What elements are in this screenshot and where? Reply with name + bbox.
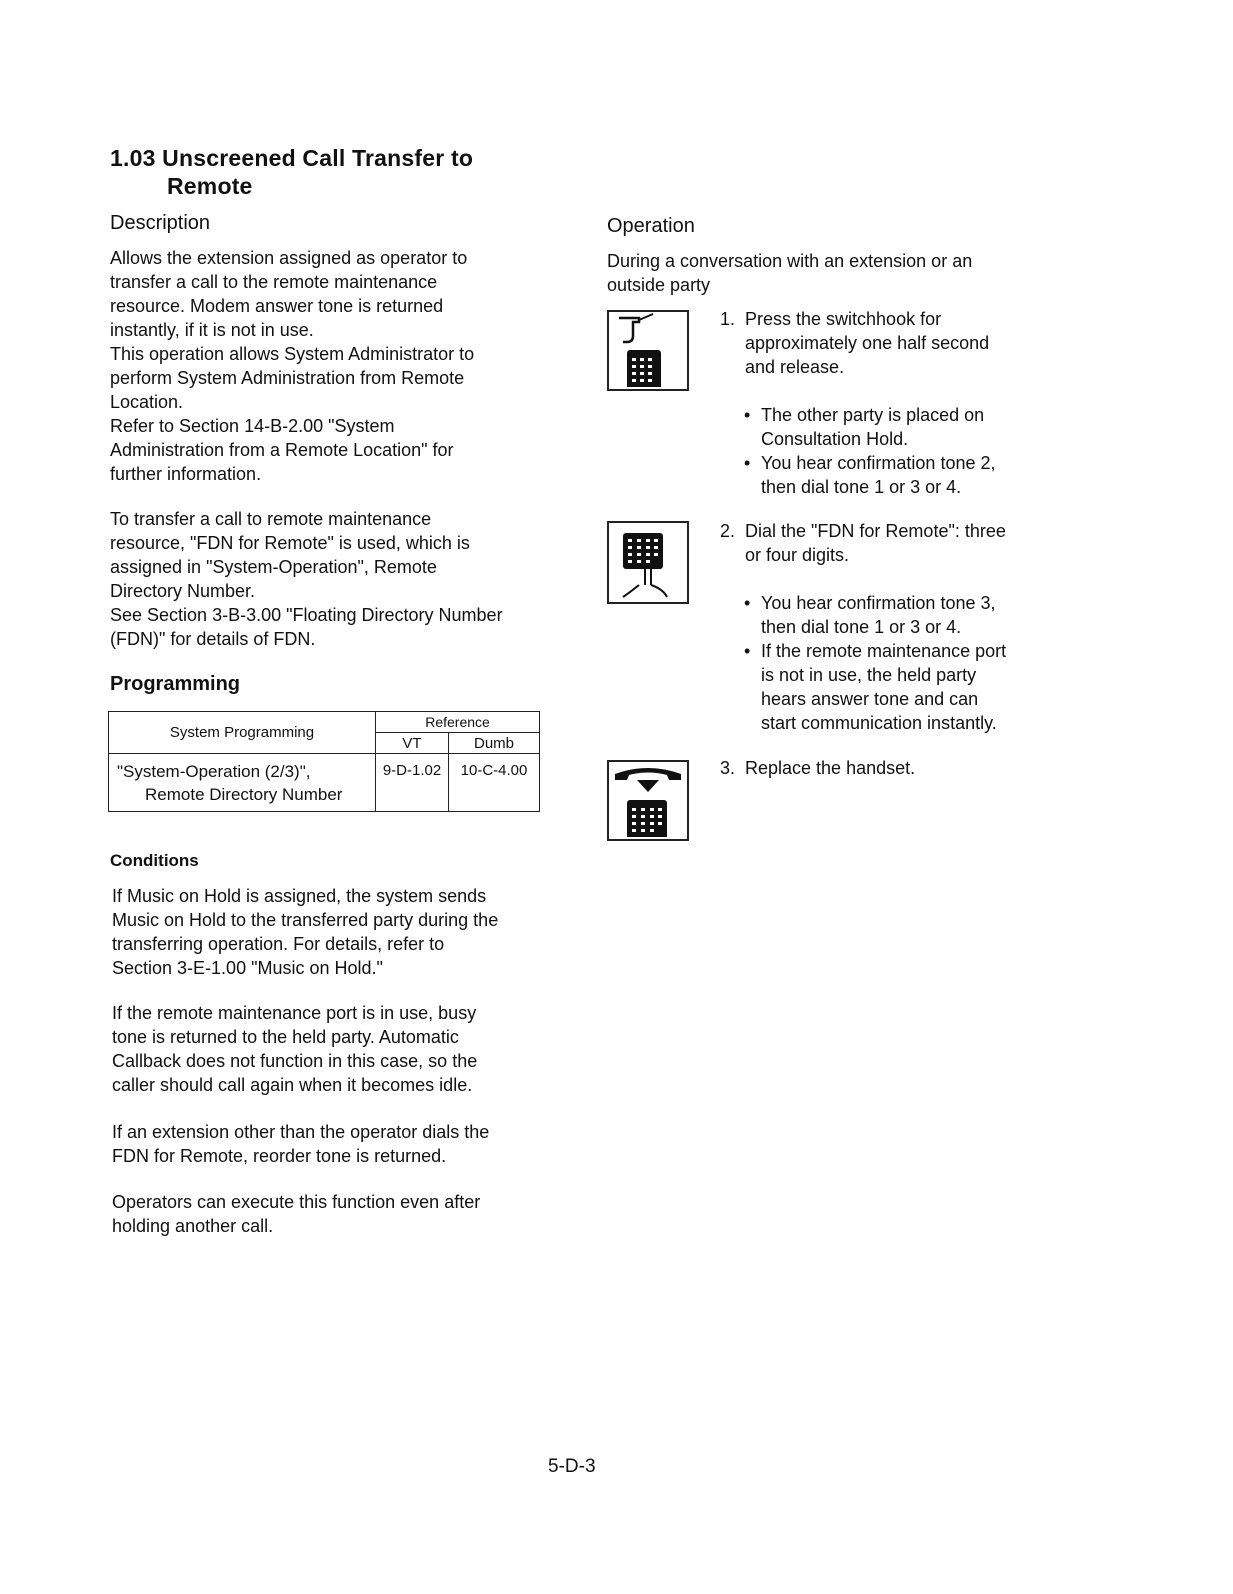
text-line: FDN for Remote, reorder tone is returned. [112,1146,447,1166]
bullet-dot: • [744,453,751,473]
bullet-item [744,591,1006,639]
step-3 [720,756,915,780]
col-system-programming: System Programming [109,712,376,754]
text-line: Consultation Hold. [761,429,909,449]
col-vt: VT [376,733,449,754]
text-line: Location. [110,392,184,412]
section-number: 1.03 [110,145,156,171]
page-number: 5-D-3 [548,1456,596,1477]
dial-keypad-icon [607,521,689,604]
step-1-number: 1. [720,309,736,329]
text-line: Replace the handset. [745,758,916,778]
text-line: To transfer a call to remote maintenance [110,509,432,529]
text-line: caller should call again when it becomes idle. [112,1075,473,1095]
text-line: If an extension other than the operator dials the [112,1122,490,1142]
text-line: Directory Number. [110,581,256,601]
text-line: and release. [745,357,845,377]
step-1-text [745,307,989,379]
row-dumb: 10-C-4.00 [449,754,540,812]
text-line: If the remote maintenance port is in use, busy [112,1003,477,1023]
text-line: You hear confirmation tone 2, [761,453,996,473]
row-system-programming [109,754,376,812]
bullet-text [761,403,984,451]
section-title [110,144,473,200]
section-title-line1: Unscreened Call Transfer to [162,145,474,171]
step-1-bullets [744,403,996,499]
text-line: assigned in "System-Operation", Remote [110,557,437,577]
step-3-text [745,756,915,780]
text-line: instantly, if it is not in use. [110,320,314,340]
text-line: Callback does not function in this case, so the [112,1051,478,1071]
operation-heading: Operation [607,215,695,237]
text-line: perform System Administration from Remote [110,368,465,388]
row-vt: 9-D-1.02 [376,754,449,812]
text-line: or four digits. [745,545,850,565]
bullet-dot: • [744,641,751,661]
text-line: hears answer tone and can [761,689,979,709]
text-line: outside party [607,275,711,295]
text-line: Press the switchhook for [745,309,942,329]
bullet-item [744,451,996,499]
text-line: (FDN)" for details of FDN. [110,629,316,649]
programming-heading: Programming [110,673,241,695]
text-line: Section 3-E-1.00 "Music on Hold." [112,958,383,978]
bullet-text [761,639,1006,735]
text-line: This operation allows System Administrator to [110,344,475,364]
text-line: Dial the "FDN for Remote": three [745,521,1006,541]
step-2 [720,519,1006,735]
text-line: tone is returned to the held party. Automatic [112,1027,459,1047]
col-dumb: Dumb [449,733,540,754]
replace-handset-icon [607,760,689,841]
row-line-1: "System-Operation (2/3)", [117,762,311,781]
conditions-heading: Conditions [110,851,199,870]
bullet-text [761,591,996,639]
text-line: Administration from a Remote Location" for [110,440,454,460]
bullet-text [761,451,996,499]
text-line: further information. [110,464,262,484]
bullet-item [744,639,1006,735]
text-line: resource. Modem answer tone is returned [110,296,444,316]
text-line: then dial tone 1 or 3 or 4. [761,477,962,497]
switchhook-icon [607,310,689,391]
programming-table [108,711,540,812]
conditions-paragraph-3 [112,1120,489,1168]
description-heading: Description [110,212,211,234]
text-line: transfer a call to the remote maintenance [110,272,438,292]
description-paragraph-1 [110,246,474,486]
text-line: Refer to Section 14-B-2.00 "System [110,416,395,436]
text-line: transferring operation. For details, refer to [112,934,445,954]
text-line: See Section 3-B-3.00 "Floating Directory Number [110,605,503,625]
conditions-paragraph-1 [112,884,498,980]
col-reference: Reference [376,712,540,733]
conditions-paragraph-2 [112,1001,477,1097]
step-2-bullets [744,591,1006,735]
text-line: is not in use, the held party [761,665,977,685]
text-line: then dial tone 1 or 3 or 4. [761,617,962,637]
text-line: Operators can execute this function even after [112,1192,481,1212]
bullet-item [744,403,996,451]
text-line: Allows the extension assigned as operator to [110,248,468,268]
text-line: If Music on Hold is assigned, the system sends [112,886,487,906]
row-line-2: Remote Directory Number [145,785,343,804]
text-line: holding another call. [112,1216,274,1236]
text-line: start communication instantly. [761,713,997,733]
bullet-dot: • [744,593,751,613]
step-3-number: 3. [720,758,736,778]
text-line: You hear confirmation tone 3, [761,593,996,613]
step-1 [720,307,996,499]
text-line: During a conversation with an extension or an [607,251,973,271]
text-line: If the remote maintenance port [761,641,1007,661]
text-line: resource, "FDN for Remote" is used, which is [110,533,470,553]
conditions-paragraph-4 [112,1190,480,1238]
description-paragraph-2 [110,507,503,651]
text-line: The other party is placed on [761,405,985,425]
bullet-dot: • [744,405,751,425]
text-line: Music on Hold to the transferred party during the [112,910,499,930]
step-2-number: 2. [720,521,736,541]
step-2-text [745,519,1006,567]
text-line: approximately one half second [745,333,990,353]
operation-intro [607,249,972,297]
section-title-line2: Remote [167,173,253,199]
